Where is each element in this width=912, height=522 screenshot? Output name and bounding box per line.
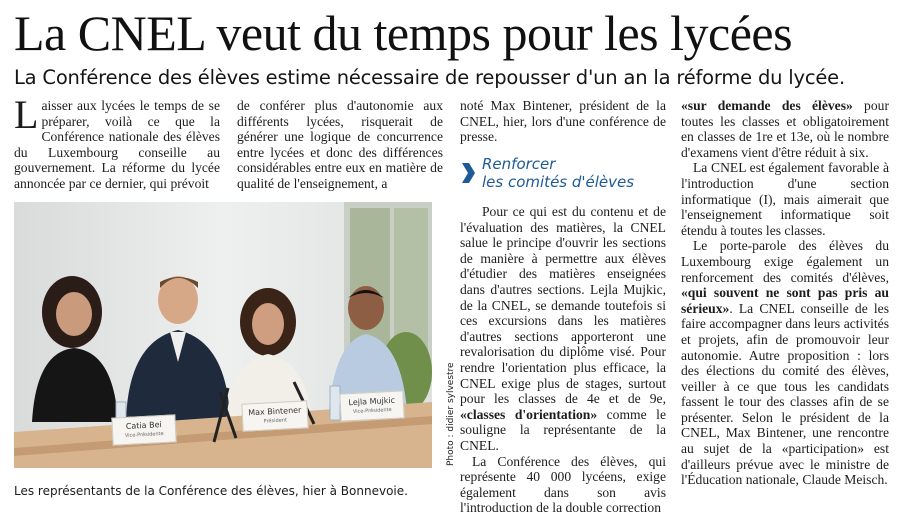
nameplate-2-role: Président: [263, 417, 288, 425]
article-subhead: La Conférence des élèves estime nécessaire de repousser d'un an la réforme du lycée.: [14, 66, 845, 89]
nameplate-2-name: Max Bintener: [247, 405, 302, 418]
intertitle: [460, 154, 666, 196]
column-2-paragraph: de conférer plus d'autonomie aux différents lycées, risquerait de générer une logique de concurrence entre lycées et donc des différences considérables entre eux en matière de qualité de l'enseignement, a: [237, 98, 443, 191]
column-1-paragraph: [14, 92, 220, 192]
article-headline: La CNEL veut du temps pour les lycées: [14, 5, 793, 61]
article-column-2: [237, 98, 443, 192]
nameplate-1-role: Vice-Présidente: [124, 430, 164, 440]
nameplate-3: [339, 390, 404, 421]
column-3-paragraph-3: La Conférence des élèves, qui représente 40 000 lycéens, exige également dans son avis l'introduction de la double correction: [460, 453, 666, 516]
press-conference-photo: [14, 202, 432, 468]
photo-illustration: [14, 202, 432, 468]
column-4-bold-3: «qui souvent ne sont pas pris au sérieux»: [681, 285, 889, 316]
article-column-3-top: [460, 98, 666, 145]
drop-cap: L: [14, 92, 39, 137]
nameplate-2: [241, 400, 308, 431]
column-4-paragraph-3: [681, 238, 889, 488]
nameplate-3-name: Lejla Mujkic: [348, 395, 396, 408]
nameplate-1-name: Catia Bei: [125, 420, 162, 431]
article-column-4: [681, 98, 889, 488]
intertitle-line-1: Renforcer: [482, 155, 556, 173]
column-3-bold: «classes d'orientation»: [460, 406, 598, 422]
nameplate-3-role: Vice-Présidente: [352, 406, 392, 416]
column-3-paragraph-2: [460, 204, 666, 454]
column-3-text-end: comme le souligne la représentante de la CNEL.: [460, 406, 666, 453]
column-4-text-3-end: . La CNEL conseille de les faire accompagner dans leurs activités et projets, afin de promouvoir leur autonomie. Autre proposition : lors des élections du comité des élèves, veiller à ce que tous les candidats fassent le tour des classes afin de se présenter. Selon le président de la CNEL, Max Bintener, une rencontre au sujet de la «participation» est d'ailleurs prévue avec le ministre de l'Éducation nationale, Claude Meisch.: [681, 300, 889, 488]
photo-credit-text: Photo : didier sylvestre: [446, 362, 456, 466]
column-3-text: Pour ce qui est du contenu et de l'évaluation des matières, la CNEL salue le principe d'ouvrir les sections de manière à permettre aux élèves d'étudier des matières enseignées dans d'autres sections. Lejla Mujkic, de la CNEL, se demande toutefois si ces excursions dans les matières d'autres sections apporteront une revalorisation du diplôme visé. Pour rendre l'orientation plus efficace, la CNEL exige plus de stages, surtout pour les classes de 4e et de 9e,: [460, 204, 666, 407]
column-4-bold-1: «sur demande des élèves»: [681, 98, 853, 113]
column-1-text: aisser aux lycées le temps de se préparer, voilà ce que la Conférence nationale des élèves du Luxembourg conseille au gouvernement. La réforme du lycée annoncée par ce dernier, qui prévoit: [14, 98, 220, 191]
intertitle-line-2: les comités d'élèves: [482, 173, 635, 191]
chevron-right-icon: [460, 162, 476, 184]
nameplate-1: [111, 414, 176, 445]
photo-caption: Les représentants de la Conférence des élèves, hier à Bonnevoie.: [14, 484, 408, 498]
column-3-paragraph-1: noté Max Bintener, président de la CNEL, hier, lors d'une conférence de presse.: [460, 98, 666, 145]
column-4-text-3: Le porte-parole des élèves du Luxembourg exige également un renforcement des comités d'élèves,: [681, 238, 889, 285]
photo-credit: [434, 360, 456, 466]
column-4-paragraph-2: La CNEL est également favorable à l'introduction d'une section informatique (I), mais aimerait que l'enseignement informatique soit étendu à toutes les classes.: [681, 160, 889, 238]
article-column-1: [14, 92, 220, 192]
article-column-3: [460, 204, 666, 516]
column-4-paragraph-1: [681, 98, 889, 160]
column-4-text-1: pour toutes les classes et obligatoirement en classes de 1re et 13e, où le nombre d'examens vient d'être réduit à six.: [681, 98, 889, 160]
